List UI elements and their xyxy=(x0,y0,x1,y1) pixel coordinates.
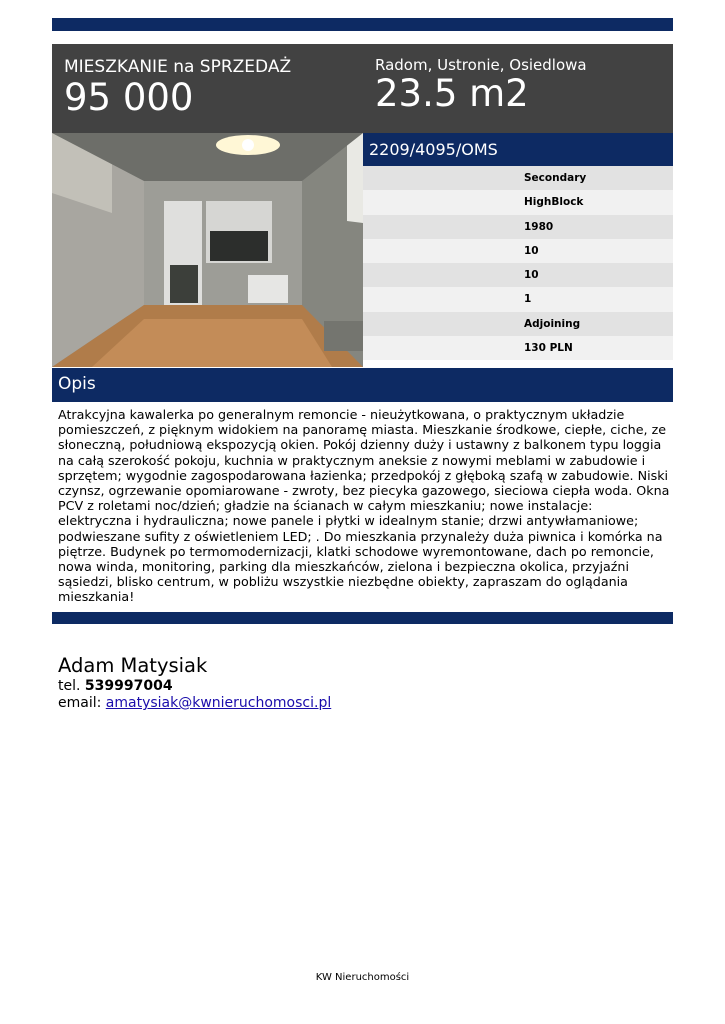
property-list xyxy=(363,166,673,360)
property-value: 1980 xyxy=(524,220,554,233)
property-row xyxy=(363,239,673,263)
agent-email-link[interactable]: amatysiak@kwnieruchomosci.pl xyxy=(105,695,332,711)
description-header xyxy=(52,368,673,402)
top-divider xyxy=(52,18,673,31)
property-value: 10 xyxy=(524,244,539,257)
footer-brand: KW Nieruchomości xyxy=(315,972,410,983)
property-row xyxy=(363,336,673,360)
property-row xyxy=(363,190,673,214)
property-value: Secondary xyxy=(524,172,587,184)
email-label: email: xyxy=(58,695,102,711)
property-row xyxy=(363,215,673,239)
listing-type: MIESZKANIE na SPRZEDAŻ xyxy=(64,57,292,77)
property-row xyxy=(363,312,673,336)
listing-header xyxy=(52,44,673,133)
listing-location: Radom, Ustronie, Osiedlowa xyxy=(375,56,587,74)
property-value: 10 xyxy=(524,269,539,281)
property-value: HighBlock xyxy=(524,196,584,209)
description-heading: Opis xyxy=(58,374,96,394)
agent-name: Adam Matysiak xyxy=(58,654,208,677)
property-row xyxy=(363,263,673,287)
property-row xyxy=(363,166,673,190)
listing-price: 95 000 xyxy=(64,76,194,119)
agent-phone-line xyxy=(58,678,331,695)
property-value: 130 PLN xyxy=(524,341,573,354)
reference-number: 2209/4095/OMS xyxy=(369,140,498,159)
property-value: Adjoining xyxy=(524,317,581,330)
apartment-photo xyxy=(52,133,363,367)
property-row xyxy=(363,287,673,311)
agent-contact xyxy=(58,654,331,712)
agent-phone: 539997004 xyxy=(84,678,173,694)
listing-area: 23.5 m2 xyxy=(375,72,529,115)
reference-bar xyxy=(363,133,673,166)
phone-label: tel. xyxy=(58,678,81,694)
description-text: Atrakcyjna kawalerka po generalnym remoncie - nieużytkowana, o praktycznym układzie pomieszczeń, z pięknym widokiem na panoramę miasta. Mieszkanie środkowe, ciepłe, ciche, ze słoneczną, południową ekspozycją okien. Pokój dzienny duży i ustawny z balkonem typu loggia na całą szerokość pokoju, kuchnia w praktycznym aneksie z nowymi meblami w zabudowie i sprzętem; wygodnie zagospodarowana łazienka; przedpokój z głęboką szafą w zabudowie. Niski czynsz, ogrzewanie opomiarowane - zwroty, bez piecyka gazowego, sieciowa ciepła woda. Okna PCV z roletami noc/dzień; gładzie na ścianach w całym mieszkaniu; nowe instalacje: elektryczna i hydrauliczna; nowe panele i płytki w idealnym stanie; drzwi antywłamaniowe; podwieszane sufity z oświetleniem LED; . Do mieszkania przynależy duża piwnica i komórka na piętrze. Budynek po termomodernizacji, klatki schodowe wyremontowane, dach po remoncie, nowa winda, monitoring, parking dla mieszkańców, zielona i bezpieczna okolica, przyjaźni sąsiedzi, blisko centrum, w pobliżu wszystkie niezbędne obiekty, zapraszam do oglądania mieszkania! xyxy=(58,407,670,605)
property-value: 1 xyxy=(524,293,532,306)
agent-email-line xyxy=(58,695,331,712)
section-divider xyxy=(52,612,673,624)
